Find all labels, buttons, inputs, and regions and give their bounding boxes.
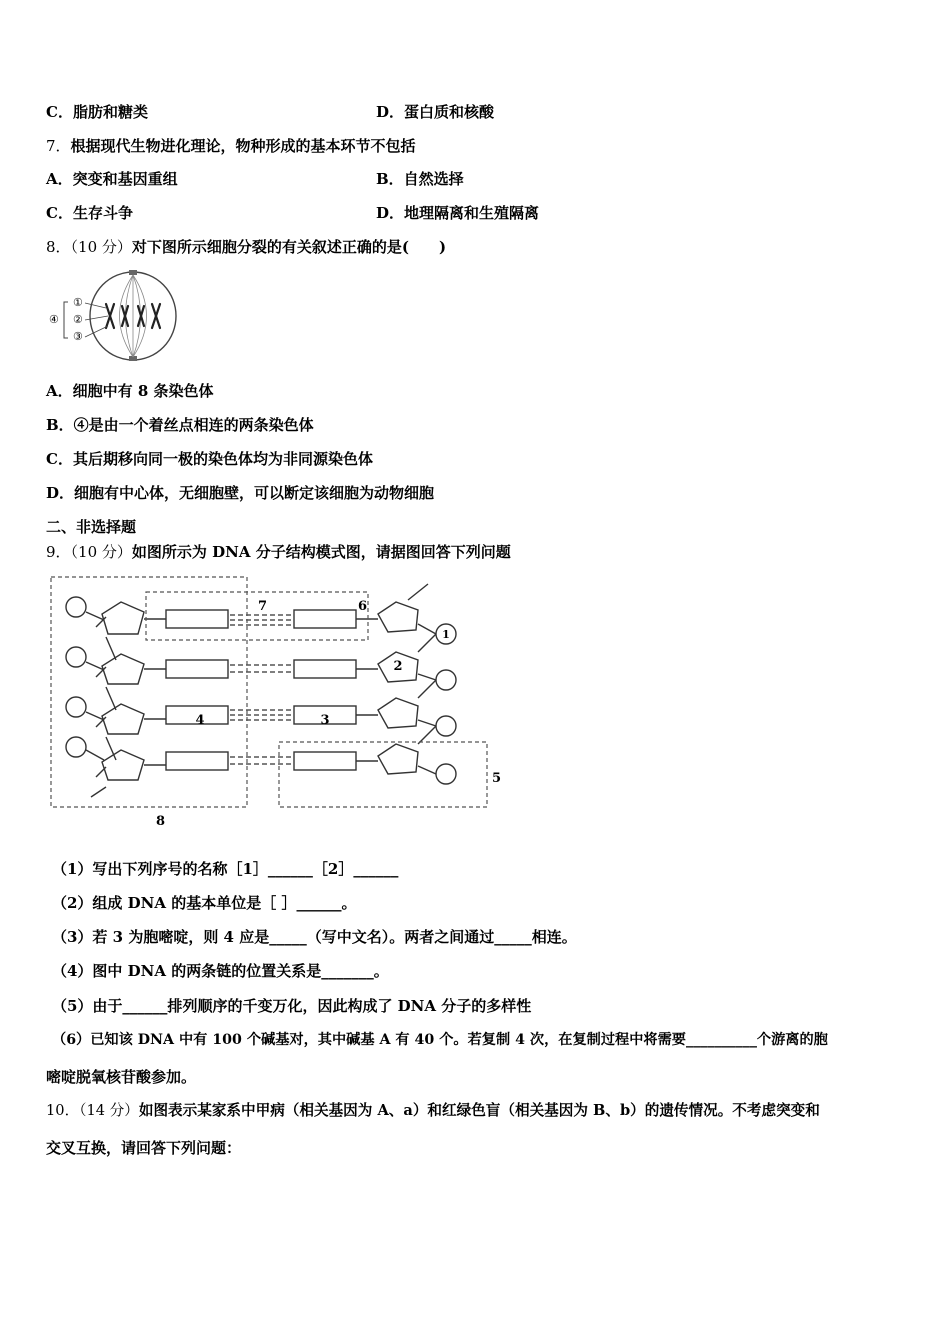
q7-option-a: A．突变和基因重组 (46, 170, 178, 188)
q8-option-d: D．细胞有中心体，无细胞壁，可以断定该细胞为动物细胞 (46, 484, 435, 502)
q8-stem-text: 对下图所示细胞分裂的有关叙述正确的是( ) (131, 238, 447, 256)
q10-number: 10．（14 分） (46, 1102, 139, 1119)
q9-sub1: （1）写出下列序号的名称［1］______［2］______ (52, 860, 399, 878)
q6-option-c: C．脂肪和糖类 (46, 103, 148, 121)
q9-sub3: （3）若 3 为胞嘧啶，则 4 应是_____（写中文名）。两者之间通过_____相连。 (52, 928, 577, 946)
q9-sub6-line2: 嘧啶脱氧核苷酸参加。 (46, 1068, 197, 1086)
q8-fig-label-1: ① (73, 296, 83, 309)
q9-number: 9．（10 分） (46, 543, 132, 561)
q6-option-d: D．蛋白质和核酸 (376, 103, 495, 121)
dna-label-8: 8 (156, 814, 166, 829)
q9-sub5: （5）由于______排列顺序的千变万化，因此构成了 DNA 分子的多样性 (52, 997, 532, 1015)
q8-option-c: C．其后期移向同一极的染色体均为非同源染色体 (46, 450, 373, 468)
q8-fig-label-4: ④ (49, 313, 59, 326)
q7-stem (46, 136, 416, 156)
dna-label-4: 4 (195, 713, 205, 728)
q8-fig-label-3: ③ (73, 330, 83, 343)
q9-sub2: （2）组成 DNA 的基本单位是［ ］______。 (52, 894, 357, 912)
q7-number: 7． (46, 137, 71, 155)
q8-number: 8．（10 分） (46, 238, 132, 256)
q8-fig-label-2: ② (73, 313, 83, 326)
q9-stem (46, 542, 511, 562)
q8-option-b: B．④是由一个着丝点相连的两条染色体 (46, 416, 314, 434)
cell-division-figure (46, 268, 181, 364)
q7-stem-text: 根据现代生物进化理论，物种形成的基本环节不包括 (70, 137, 416, 155)
q8-stem (46, 237, 446, 257)
q9-stem-text: 如图所示为 DNA 分子结构模式图，请据图回答下列问题 (131, 543, 511, 561)
q7-option-d: D．地理隔离和生殖隔离 (376, 204, 540, 222)
q10-stem-line1 (46, 1101, 820, 1121)
dna-structure-figure (46, 572, 506, 832)
dna-label-7: 7 (258, 599, 268, 614)
q7-option-c: C．生存斗争 (46, 204, 133, 222)
dna-label-2: 2 (393, 659, 403, 674)
q10-stem-text: 如图表示某家系中甲病（相关基因为 A、a）和红绿色盲（相关基因为 B、b）的遗传情况。不考虑突变和 (138, 1102, 820, 1119)
dna-label-1: 1 (442, 628, 450, 641)
q10-stem-line2: 交叉互换，请回答下列问题： (46, 1139, 242, 1157)
q9-sub4: （4）图中 DNA 的两条链的位置关系是_______。 (52, 962, 389, 980)
dna-label-5: 5 (492, 771, 502, 786)
dna-label-6: 6 (358, 599, 368, 614)
q8-option-a: A．细胞中有 8 条染色体 (46, 382, 214, 400)
q7-option-b: B．自然选择 (376, 170, 464, 188)
section-heading: 二、非选择题 (46, 518, 137, 536)
q9-sub6-line1: （6）已知该 DNA 中有 100 个碱基对，其中碱基 A 有 40 个。若复制 4 次，在复制过程中将需要__________个游离的胞 (52, 1032, 828, 1048)
dna-label-3: 3 (320, 713, 330, 728)
